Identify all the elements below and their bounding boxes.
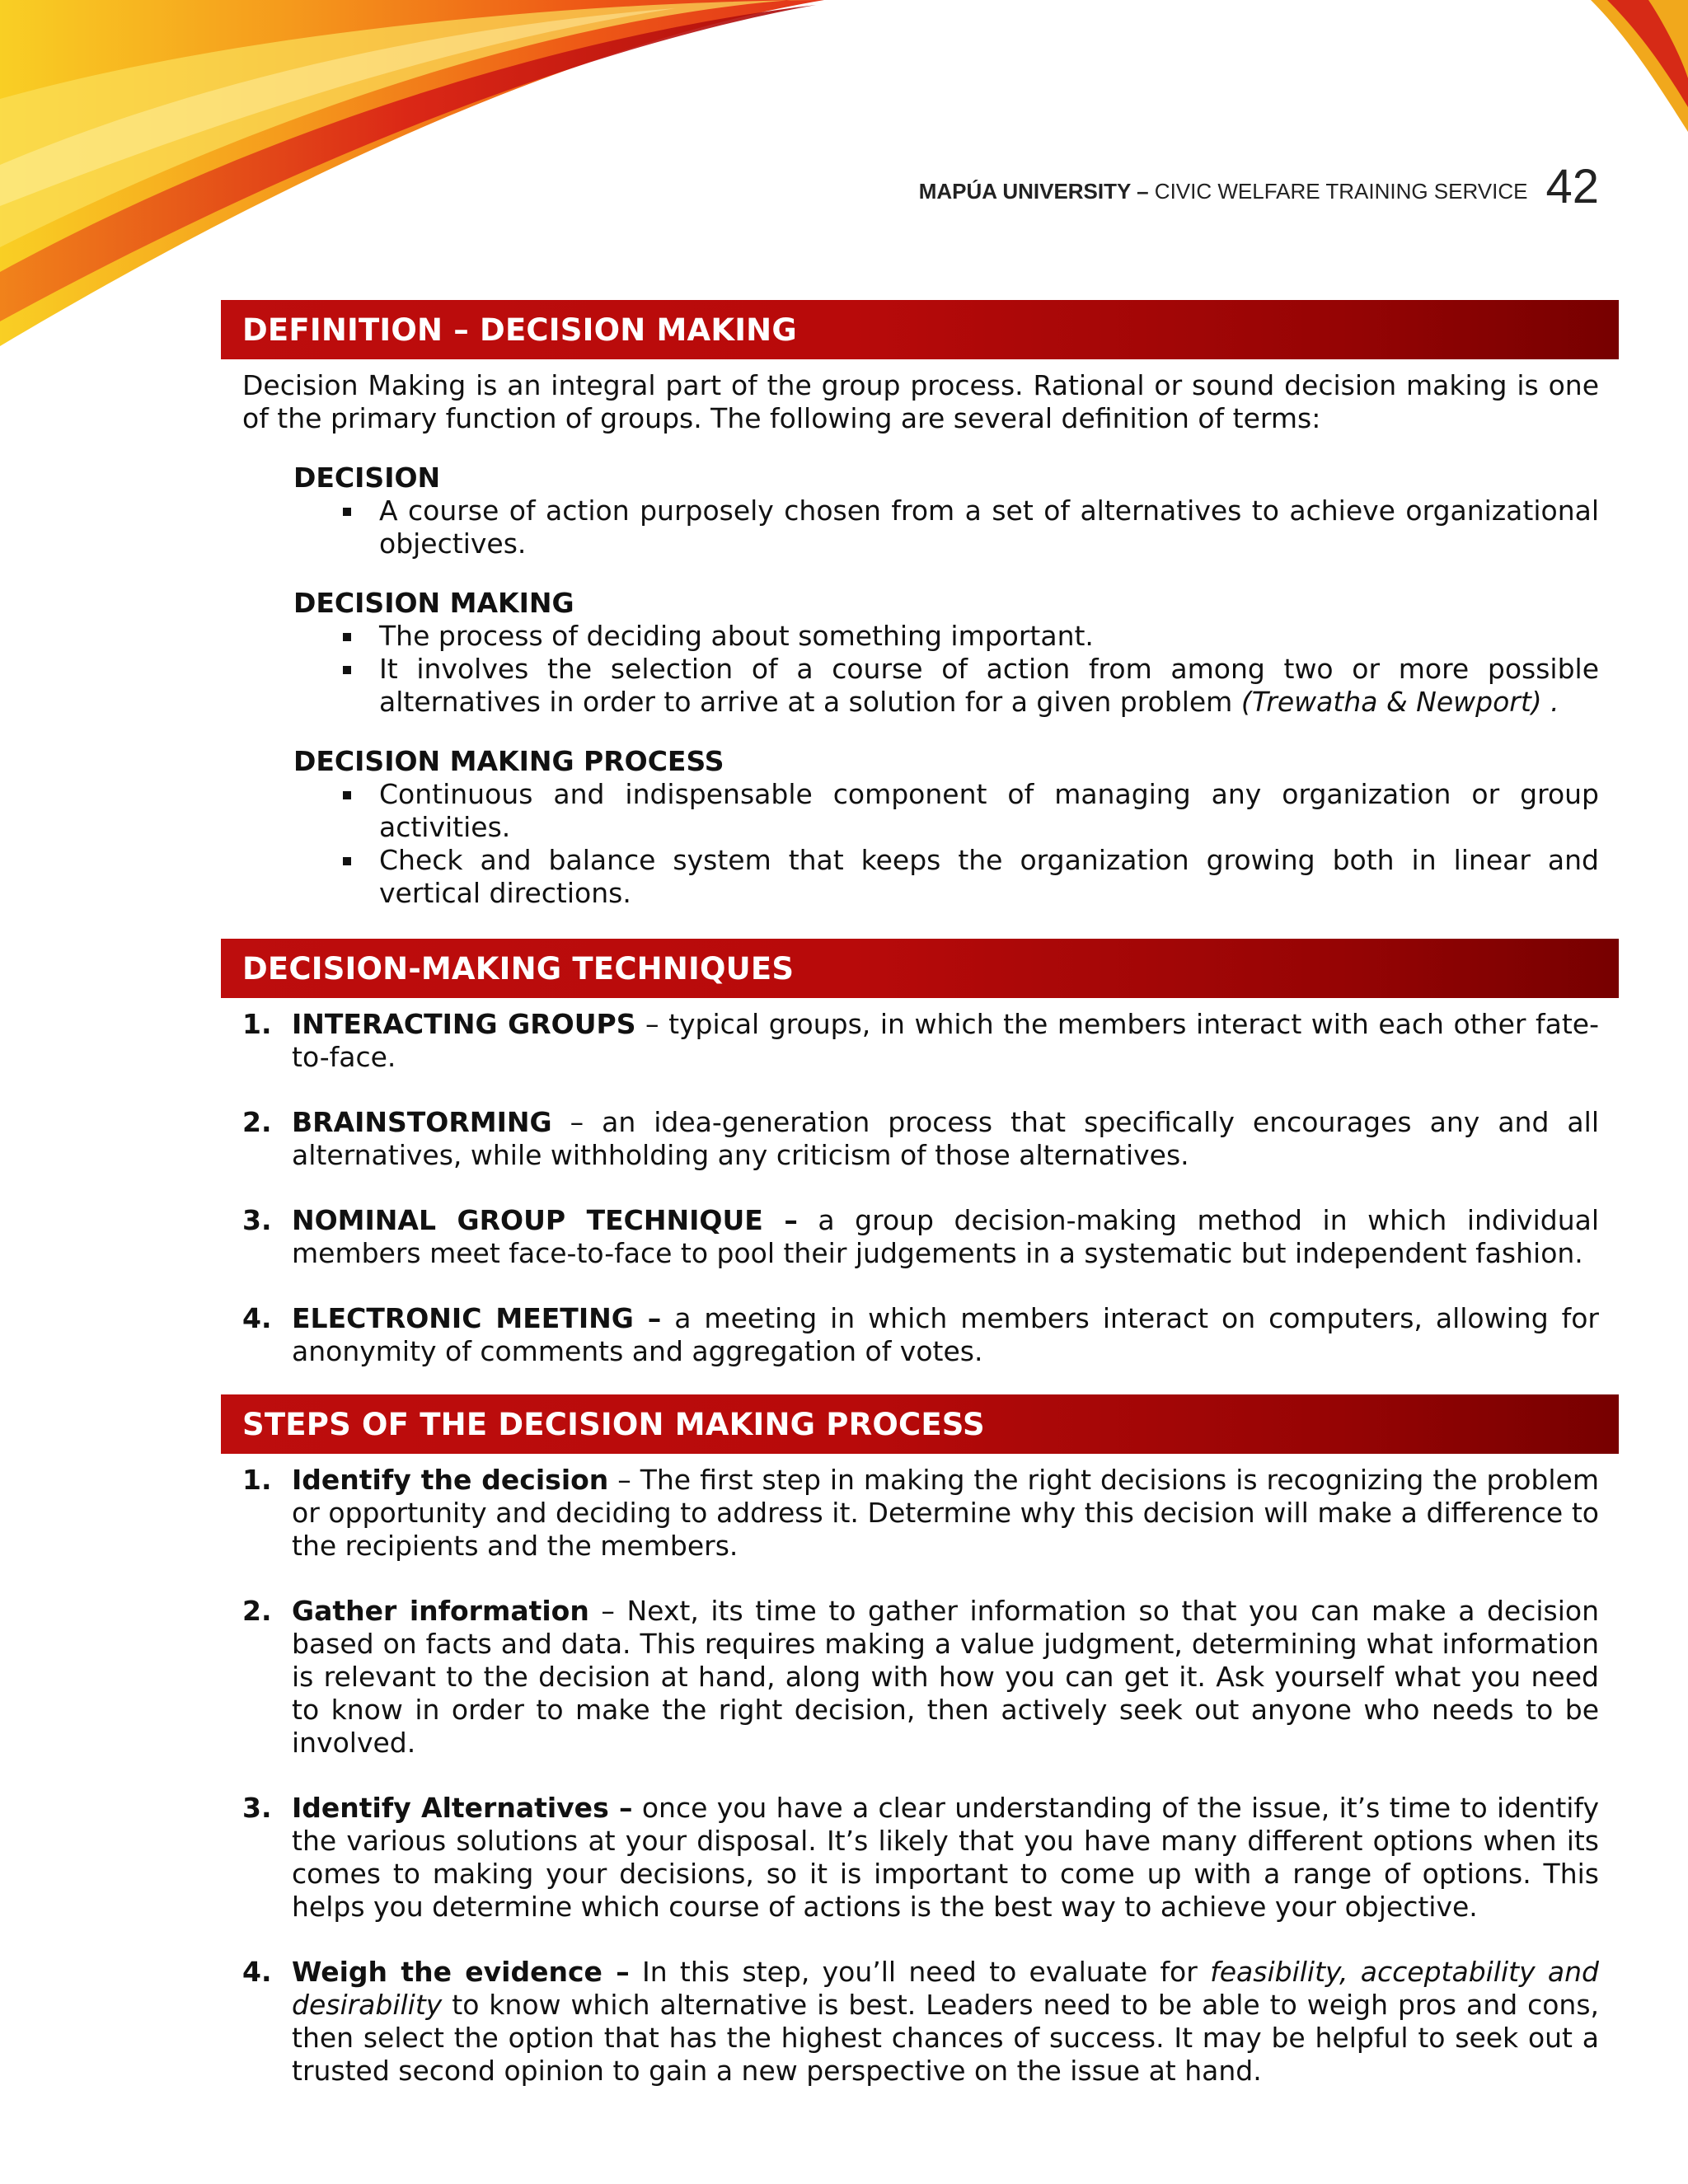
item-term: Identify Alternatives – [292, 1792, 633, 1824]
list-item [242, 1956, 1599, 2088]
term-title: DECISION MAKING [293, 587, 574, 619]
term-title: DECISION MAKING PROCESS [293, 745, 724, 777]
item-number: 4. [242, 1302, 272, 1334]
item-text: to know which alternative is best. Leaders need to be able to weigh pros and cons, then select the option that has the highest chances of success. It may be helpful to seek out a trusted second opinion to gain a new perspective on the issue at hand. [292, 1989, 1599, 2087]
techniques-list [242, 1008, 1599, 1368]
page-number: 42 [1545, 160, 1599, 213]
item-number: 4. [242, 1956, 272, 1988]
term-decision-making-process [293, 745, 1599, 910]
list-item [242, 1595, 1599, 1760]
item-term: INTERACTING GROUPS [292, 1008, 636, 1040]
item-text: once you have a clear understanding of the issue, it’s time to identify the various solutions at your disposal. It’s likely that you have many different options when its comes to making your decisions, so it is important to come up with a range of options. This helps you determine which course of actions is the best way to achieve your objective. [292, 1792, 1599, 1923]
item-number: 2. [242, 1106, 272, 1138]
list-item [242, 1106, 1599, 1172]
bullet-item: Check and balance system that keeps the organization growing both in linear and vertical directions. [293, 844, 1599, 910]
item-term: Gather information [292, 1595, 589, 1627]
term-title: DECISION [293, 462, 441, 494]
steps-list [242, 1464, 1599, 2088]
bullet-item: A course of action purposely chosen from a set of alternatives to achieve organizational objectives. [293, 494, 1599, 560]
intro-paragraph: Decision Making is an integral part of the group process. Rational or sound decision making is one of the primary function of groups. The following are several definition of terms: [242, 369, 1599, 434]
bullet-list [293, 494, 1599, 560]
list-item [242, 1008, 1599, 1074]
item-text: – Next, its time to gather information so that you can make a decision based on facts and data. This requires making a value judgment, determining what information is relevant to the decision at hand, along with how you can get it. Ask yourself what you need to know in order to make the right decision, then actively seek out anyone who needs to be involved. [292, 1595, 1600, 1759]
section-body-steps [221, 1464, 1619, 2088]
section-body-definition [221, 369, 1619, 910]
item-term: NOMINAL GROUP TECHNIQUE – [292, 1204, 798, 1236]
item-term: Weigh the evidence – [292, 1956, 630, 1988]
header-org-rest: CIVIC WELFARE TRAINING SERVICE [1148, 179, 1528, 204]
bullet-list [293, 778, 1599, 910]
list-item [242, 1464, 1599, 1563]
item-number: 3. [242, 1792, 272, 1824]
list-item [242, 1302, 1599, 1368]
list-item [242, 1792, 1599, 1924]
item-emphasis: feasibility, acceptability and desirability [292, 1956, 1599, 2021]
citation: (Trewatha & Newport) . [1240, 686, 1559, 718]
section-heading-steps: STEPS OF THE DECISION MAKING PROCESS [221, 1394, 1619, 1454]
item-number: 1. [242, 1008, 272, 1040]
item-text: – The first step in making the right decisions is recognizing the problem or opportunity and deciding to address it. Determine why this decision will make a difference to the recipients and the members. [292, 1464, 1600, 1562]
bullet-item: The process of deciding about something important. [293, 620, 1599, 653]
item-text: In this step, you’ll need to evaluate for [629, 1956, 1211, 1988]
list-item [242, 1204, 1599, 1270]
bullet-text: It involves the selection of a course of action from among two or more possible alternatives in order to arrive at a solution for a given problem [379, 653, 1599, 718]
term-decision-making [293, 587, 1599, 719]
page-header [919, 138, 1599, 213]
section-heading-definition: DEFINITION – DECISION MAKING [221, 300, 1619, 359]
bullet-list [293, 620, 1599, 719]
bullet-item [293, 653, 1599, 719]
bullet-item: Continuous and indispensable component of managing any organization or group activities. [293, 778, 1599, 844]
item-term: BRAINSTORMING [292, 1106, 552, 1138]
item-text: – typical groups, in which the members interact with each other fate-to-face. [292, 1008, 1599, 1073]
header-org-bold: MAPÚA UNIVERSITY – [918, 179, 1149, 204]
item-number: 3. [242, 1204, 272, 1236]
item-text: – an idea-generation process that specifically encourages any and all alternatives, while withholding any criticism of those alternatives. [292, 1106, 1599, 1171]
item-number: 1. [242, 1464, 272, 1496]
header-org [919, 179, 1528, 213]
page-content [221, 300, 1619, 2088]
section-heading-techniques: DECISION-MAKING TECHNIQUES [221, 939, 1619, 998]
item-text: a meeting in which members interact on computers, allowing for anonymity of comments and aggregation of votes. [292, 1302, 1599, 1367]
item-term: ELECTRONIC MEETING – [292, 1302, 662, 1334]
term-decision [293, 462, 1599, 560]
section-body-techniques [221, 1008, 1619, 1368]
item-text: a group decision-making method in which individual members meet face-to-face to pool their judgements in a systematic but independent fashion. [292, 1204, 1600, 1269]
item-term: Identify the decision [292, 1464, 609, 1496]
item-number: 2. [242, 1595, 272, 1627]
